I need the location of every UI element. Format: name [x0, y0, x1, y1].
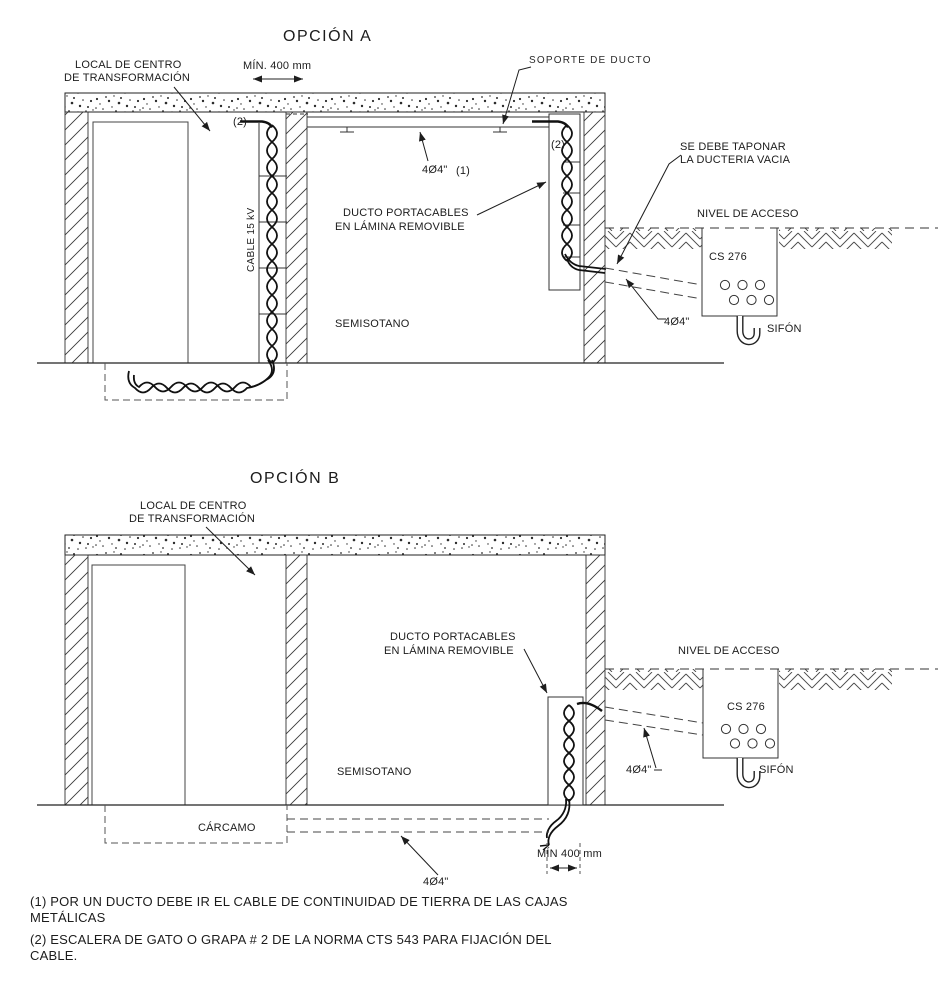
wall-right-b [586, 555, 605, 805]
horizontal-duct-a [286, 114, 549, 127]
note-1-line1: (1) POR UN DUCTO DEBE IR EL CABLE DE CONTINUIDAD DE TIERRA DE LAS CAJAS [30, 894, 568, 909]
local-transformacion-label-b-line1: LOCAL DE CENTRO [140, 500, 247, 512]
cable-pit-a [105, 363, 287, 400]
door-a [93, 122, 188, 363]
sifon-hook-b [740, 758, 757, 785]
min-400-label-a: MÍN. 400 mm [243, 60, 312, 72]
option-a-title: OPCIÓN A [283, 28, 373, 45]
ref1-marker-a: (1) [456, 165, 471, 177]
wall-right-a [584, 112, 605, 363]
wall-middle-b [286, 555, 307, 805]
sifon-hook-a [740, 316, 757, 342]
duct-size-label-a-top: 4Ø4" [422, 164, 448, 176]
duct-size-label-a-box: 4Ø4" [664, 316, 690, 328]
duct-hanger [340, 127, 354, 132]
leader-404-duct-a [420, 132, 428, 161]
wall-left-b [65, 555, 88, 805]
leader-ducto-a [477, 182, 546, 215]
wall-left-a [65, 112, 88, 363]
note-1-line2: METÁLICAS [30, 910, 106, 925]
ducto-portacables-label-a-line1: DUCTO PORTACABLES [343, 207, 469, 219]
option-b-diagram [37, 527, 938, 875]
ceiling-slab-a [65, 93, 605, 112]
local-transformacion-label-b-line2: DE TRANSFORMACIÓN [129, 513, 256, 525]
duct-hanger [493, 127, 507, 132]
semisotano-label-b: SEMISOTANO [337, 766, 412, 778]
door-b [92, 565, 185, 805]
note-2-line2: CABLE. [30, 948, 78, 963]
taponar-label-line1: SE DEBE TAPONAR [680, 141, 786, 153]
buried-duct-b [605, 707, 703, 735]
duct-size-label-b-mid: 4Ø4" [626, 764, 652, 776]
cable-15kv-label: CABLE 15 kV [246, 207, 257, 272]
soporte-ducto-label: SOPORTE DE DUCTO [529, 55, 652, 66]
taponar-label-line2: LA DUCTERIA VACIA [680, 154, 791, 166]
ceiling-slab-b [65, 535, 605, 555]
semisotano-label-a: SEMISOTANO [335, 318, 410, 330]
option-b-title: OPCIÓN B [250, 470, 341, 487]
pull-box-a [702, 228, 777, 316]
sifon-label-a: SIFÓN [767, 323, 802, 335]
sifon-label-b: SIFÓN [759, 764, 794, 776]
pull-box-label-b: CS 276 [727, 701, 765, 713]
min-400-label-b: MÍN 400 mm [537, 848, 602, 860]
ref2-marker-a-left: (2) [233, 116, 248, 128]
cable-loop-a [128, 360, 274, 393]
buried-duct-a [605, 268, 702, 299]
duct-size-label-b-bottom: 4Ø4" [423, 876, 449, 888]
ducto-portacables-label-a-line2: EN LÁMINA REMOVIBLE [335, 221, 465, 233]
nivel-acceso-label-b: NIVEL DE ACCESO [678, 645, 780, 657]
wall-middle-a [286, 112, 307, 363]
leader-404-bottom-b [401, 836, 438, 875]
carcamo-label: CÁRCAMO [198, 822, 256, 834]
note-2-line1: (2) ESCALERA DE GATO O GRAPA # 2 DE LA NORMA CTS 543 PARA FIJACIÓN DEL [30, 932, 552, 947]
local-transformacion-label-a-line2: DE TRANSFORMACIÓN [64, 72, 191, 84]
pull-box-label-a: CS 276 [709, 251, 747, 263]
nivel-acceso-label-a: NIVEL DE ACCESO [697, 208, 799, 220]
leader-404-box-a [626, 279, 666, 319]
ducto-portacables-label-b-line2: EN LÁMINA REMOVIBLE [384, 645, 514, 657]
leader-ducto-b [524, 649, 547, 693]
carcamo-pit [105, 805, 287, 843]
underground-duct-lines-b [287, 819, 549, 832]
ref2-marker-a-right: (2) [551, 139, 566, 151]
option-a-diagram [37, 67, 938, 400]
local-transformacion-label-a-line1: LOCAL DE CENTRO [75, 59, 182, 71]
ducto-portacables-label-b-line1: DUCTO PORTACABLES [390, 631, 516, 643]
